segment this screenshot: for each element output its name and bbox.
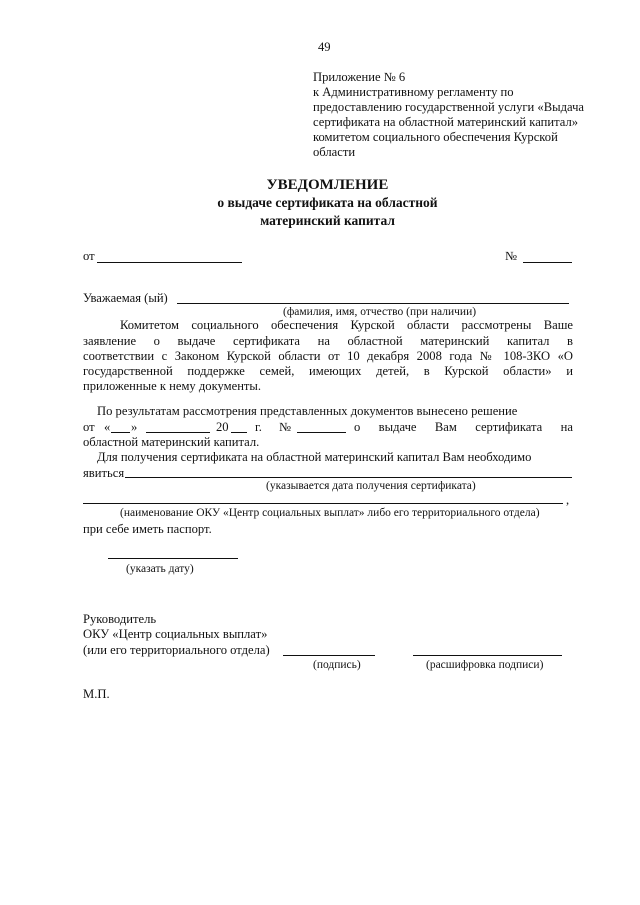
- appear-date-line: [125, 477, 572, 478]
- year-suffix: г.: [255, 420, 262, 434]
- document-subtitle: о выдаче сертификата на областной: [217, 195, 438, 210]
- paragraph-line: приложенные к нему документы.: [83, 379, 262, 393]
- date-hint: (указать дату): [126, 563, 194, 575]
- paragraph-line: Комитетом социального обеспечения Курской области рассмотрены Ваше: [120, 318, 573, 332]
- signature-line: [283, 655, 375, 656]
- signature-decode-hint: (расшифровка подписи): [426, 659, 544, 671]
- name-hint: (фамилия, имя, отчество (при наличии): [283, 306, 477, 318]
- date-sign-line: [108, 558, 238, 559]
- page-number: 49: [318, 40, 331, 54]
- paragraph-line: областной материнский капитал.: [83, 435, 260, 449]
- signer-title: Руководитель: [83, 612, 157, 626]
- paragraph-line: заявление о выдаче сертификата на областной материнский капитал в: [83, 334, 573, 348]
- appendix-line: области: [313, 145, 356, 159]
- name-field-line: [177, 303, 569, 304]
- paragraph-line: соответствии с Законом Курской области от 10 декабря 2008 года № 108-ЗКО «О: [83, 349, 573, 363]
- signature-decode-line: [413, 655, 562, 656]
- from-label: от: [83, 249, 95, 263]
- document-title: УВЕДОМЛЕНИЕ: [266, 177, 389, 193]
- day-field-line: [111, 432, 130, 433]
- document-subtitle: материнский капитал: [260, 213, 395, 228]
- signer-org-alt: (или его территориального отдела): [83, 643, 270, 657]
- org-name-line: [83, 503, 563, 504]
- paragraph-line: государственной поддержке семей, имеющих детей, в Курской области» и: [83, 364, 573, 378]
- year-field-line: [231, 432, 247, 433]
- appendix-line: Приложение № 6: [313, 70, 406, 84]
- appear-date-hint: (указывается дата получения сертификата): [266, 480, 476, 492]
- number-label: №: [505, 249, 518, 263]
- quote-close: »: [131, 420, 138, 434]
- appendix-line: комитетом социального обеспечения Курской: [313, 130, 558, 144]
- stamp-place: М.П.: [83, 687, 110, 701]
- comma: ,: [566, 493, 570, 507]
- org-name-hint: (наименование ОКУ «Центр социальных выплат» либо его территориального отдела): [120, 507, 540, 519]
- passport-note: при себе иметь паспорт.: [83, 522, 212, 536]
- paragraph-line: о выдаче Вам сертификата на: [354, 420, 573, 434]
- decision-from-label: от: [83, 420, 95, 434]
- paragraph-line: По результатам рассмотрения представленных документов вынесено решение: [97, 404, 518, 418]
- month-field-line: [146, 432, 210, 433]
- quote-open: «: [104, 420, 111, 434]
- salutation-label: Уважаемая (ый): [83, 291, 168, 305]
- year-prefix: 20: [216, 420, 229, 434]
- appendix-line: предоставлению государственной услуги «Выдача: [313, 100, 585, 114]
- paragraph-line: Для получения сертификата на областной материнский капитал Вам необходимо: [97, 450, 532, 464]
- appendix-line: сертификата на областной материнский капитал»: [313, 115, 579, 129]
- date-field-line: [97, 262, 242, 263]
- decision-number-line: [297, 432, 346, 433]
- signature-hint: (подпись): [313, 659, 361, 671]
- signer-org: ОКУ «Центр социальных выплат»: [83, 627, 268, 641]
- number-field-line: [523, 262, 572, 263]
- appendix-line: к Административному регламенту по: [313, 85, 514, 99]
- appear-label: явиться: [83, 466, 125, 480]
- decision-number-label: №: [279, 420, 292, 434]
